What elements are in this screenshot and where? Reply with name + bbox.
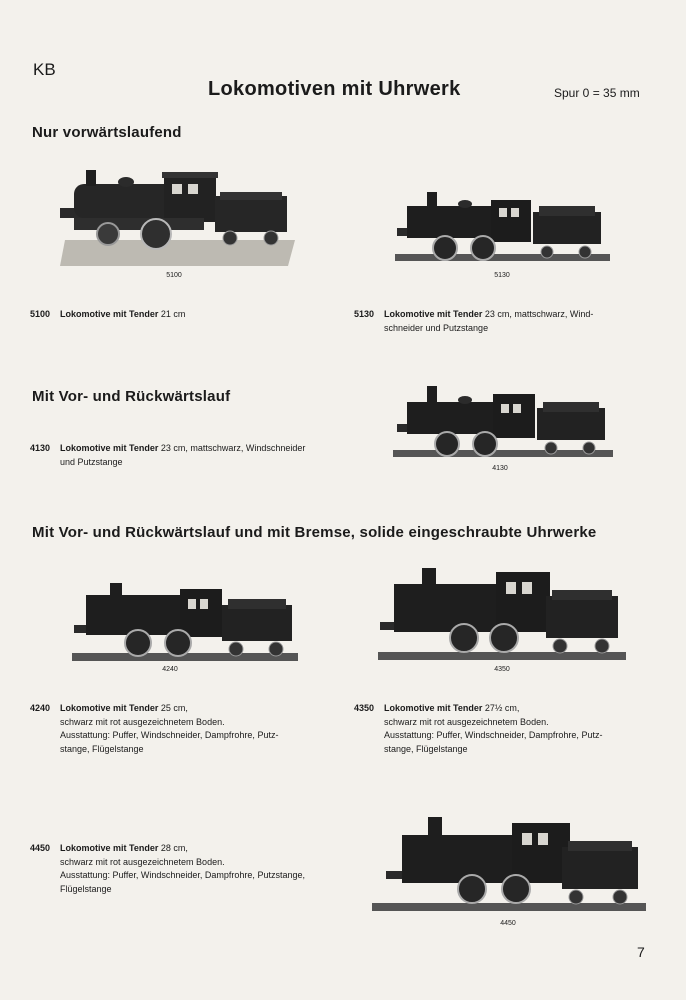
item-line: Ausstattung: Puffer, Windschneider, Dampfrohre, Putz- (384, 730, 603, 740)
item-line: 28 cm, (160, 843, 188, 853)
gauge-label: Spur 0 = 35 mm (554, 86, 640, 100)
section-title-forward-only: Nur vorwärtslaufend (32, 124, 182, 141)
item-number: 4450 (30, 843, 51, 853)
item-line: Flügelstange (60, 883, 112, 894)
item-4350 (354, 702, 654, 756)
locomotive-4450-illustration (372, 815, 646, 915)
section-title-forward-reverse-brake: Mit Vor- und Rückwärtslauf und mit Bremse, solide eingeschraubte Uhrwerke (32, 524, 597, 541)
item-number: 4130 (30, 443, 51, 453)
item-name: Lokomotive mit Tender (384, 309, 483, 319)
item-5100 (30, 308, 330, 322)
item-name: Lokomotive mit Tender (384, 703, 483, 713)
item-line: schwarz mit rot ausgezeichnetem Boden. (384, 716, 549, 727)
item-4450 (30, 842, 360, 896)
corner-label: KB (33, 60, 56, 79)
item-line: schneider und Putzstange (384, 322, 489, 333)
item-line: 23 cm, mattschwarz, Wind- (484, 309, 594, 319)
item-line: 25 cm, (160, 703, 188, 713)
locomotive-5100-illustration (60, 168, 300, 268)
item-name: Lokomotive mit Tender (60, 443, 159, 453)
item-line: und Putzstange (60, 456, 123, 467)
item-number: 5100 (30, 309, 51, 319)
item-line: 21 cm (160, 309, 186, 319)
item-number: 4350 (354, 703, 375, 713)
caption-4130: 4130 (492, 465, 508, 472)
item-4240 (30, 702, 330, 756)
item-name: Lokomotive mit Tender (60, 843, 159, 853)
caption-5130: 5130 (494, 272, 510, 279)
caption-5100: 5100 (166, 272, 182, 279)
item-line: stange, Flügelstange (60, 743, 144, 754)
item-name: Lokomotive mit Tender (60, 309, 159, 319)
item-4130 (30, 442, 375, 469)
item-line: schwarz mit rot ausgezeichnetem Boden. (60, 716, 225, 727)
item-line: 23 cm, mattschwarz, Windschneider (160, 443, 306, 453)
section-title-forward-reverse: Mit Vor- und Rückwärtslauf (32, 388, 231, 405)
item-5130 (354, 308, 654, 335)
locomotive-4350-illustration (378, 566, 626, 662)
item-line: Ausstattung: Puffer, Windschneider, Dampfrohre, Putz- (60, 730, 279, 740)
item-line: Ausstattung: Puffer, Windschneider, Dampfrohre, Putzstange, (60, 870, 305, 880)
locomotive-4130-illustration (393, 386, 613, 462)
item-line: schwarz mit rot ausgezeichnetem Boden. (60, 856, 225, 867)
caption-4350: 4350 (494, 666, 510, 673)
caption-4450: 4450 (500, 920, 516, 927)
locomotive-4240-illustration (72, 583, 298, 665)
page-number: 7 (637, 944, 645, 960)
locomotive-5130-illustration (395, 192, 610, 267)
item-line: stange, Flügelstange (384, 743, 468, 754)
caption-4240: 4240 (162, 666, 178, 673)
item-name: Lokomotive mit Tender (60, 703, 159, 713)
page-title: Lokomotiven mit Uhrwerk (208, 78, 461, 100)
item-number: 5130 (354, 309, 375, 319)
item-line: 27½ cm, (484, 703, 520, 713)
item-number: 4240 (30, 703, 51, 713)
